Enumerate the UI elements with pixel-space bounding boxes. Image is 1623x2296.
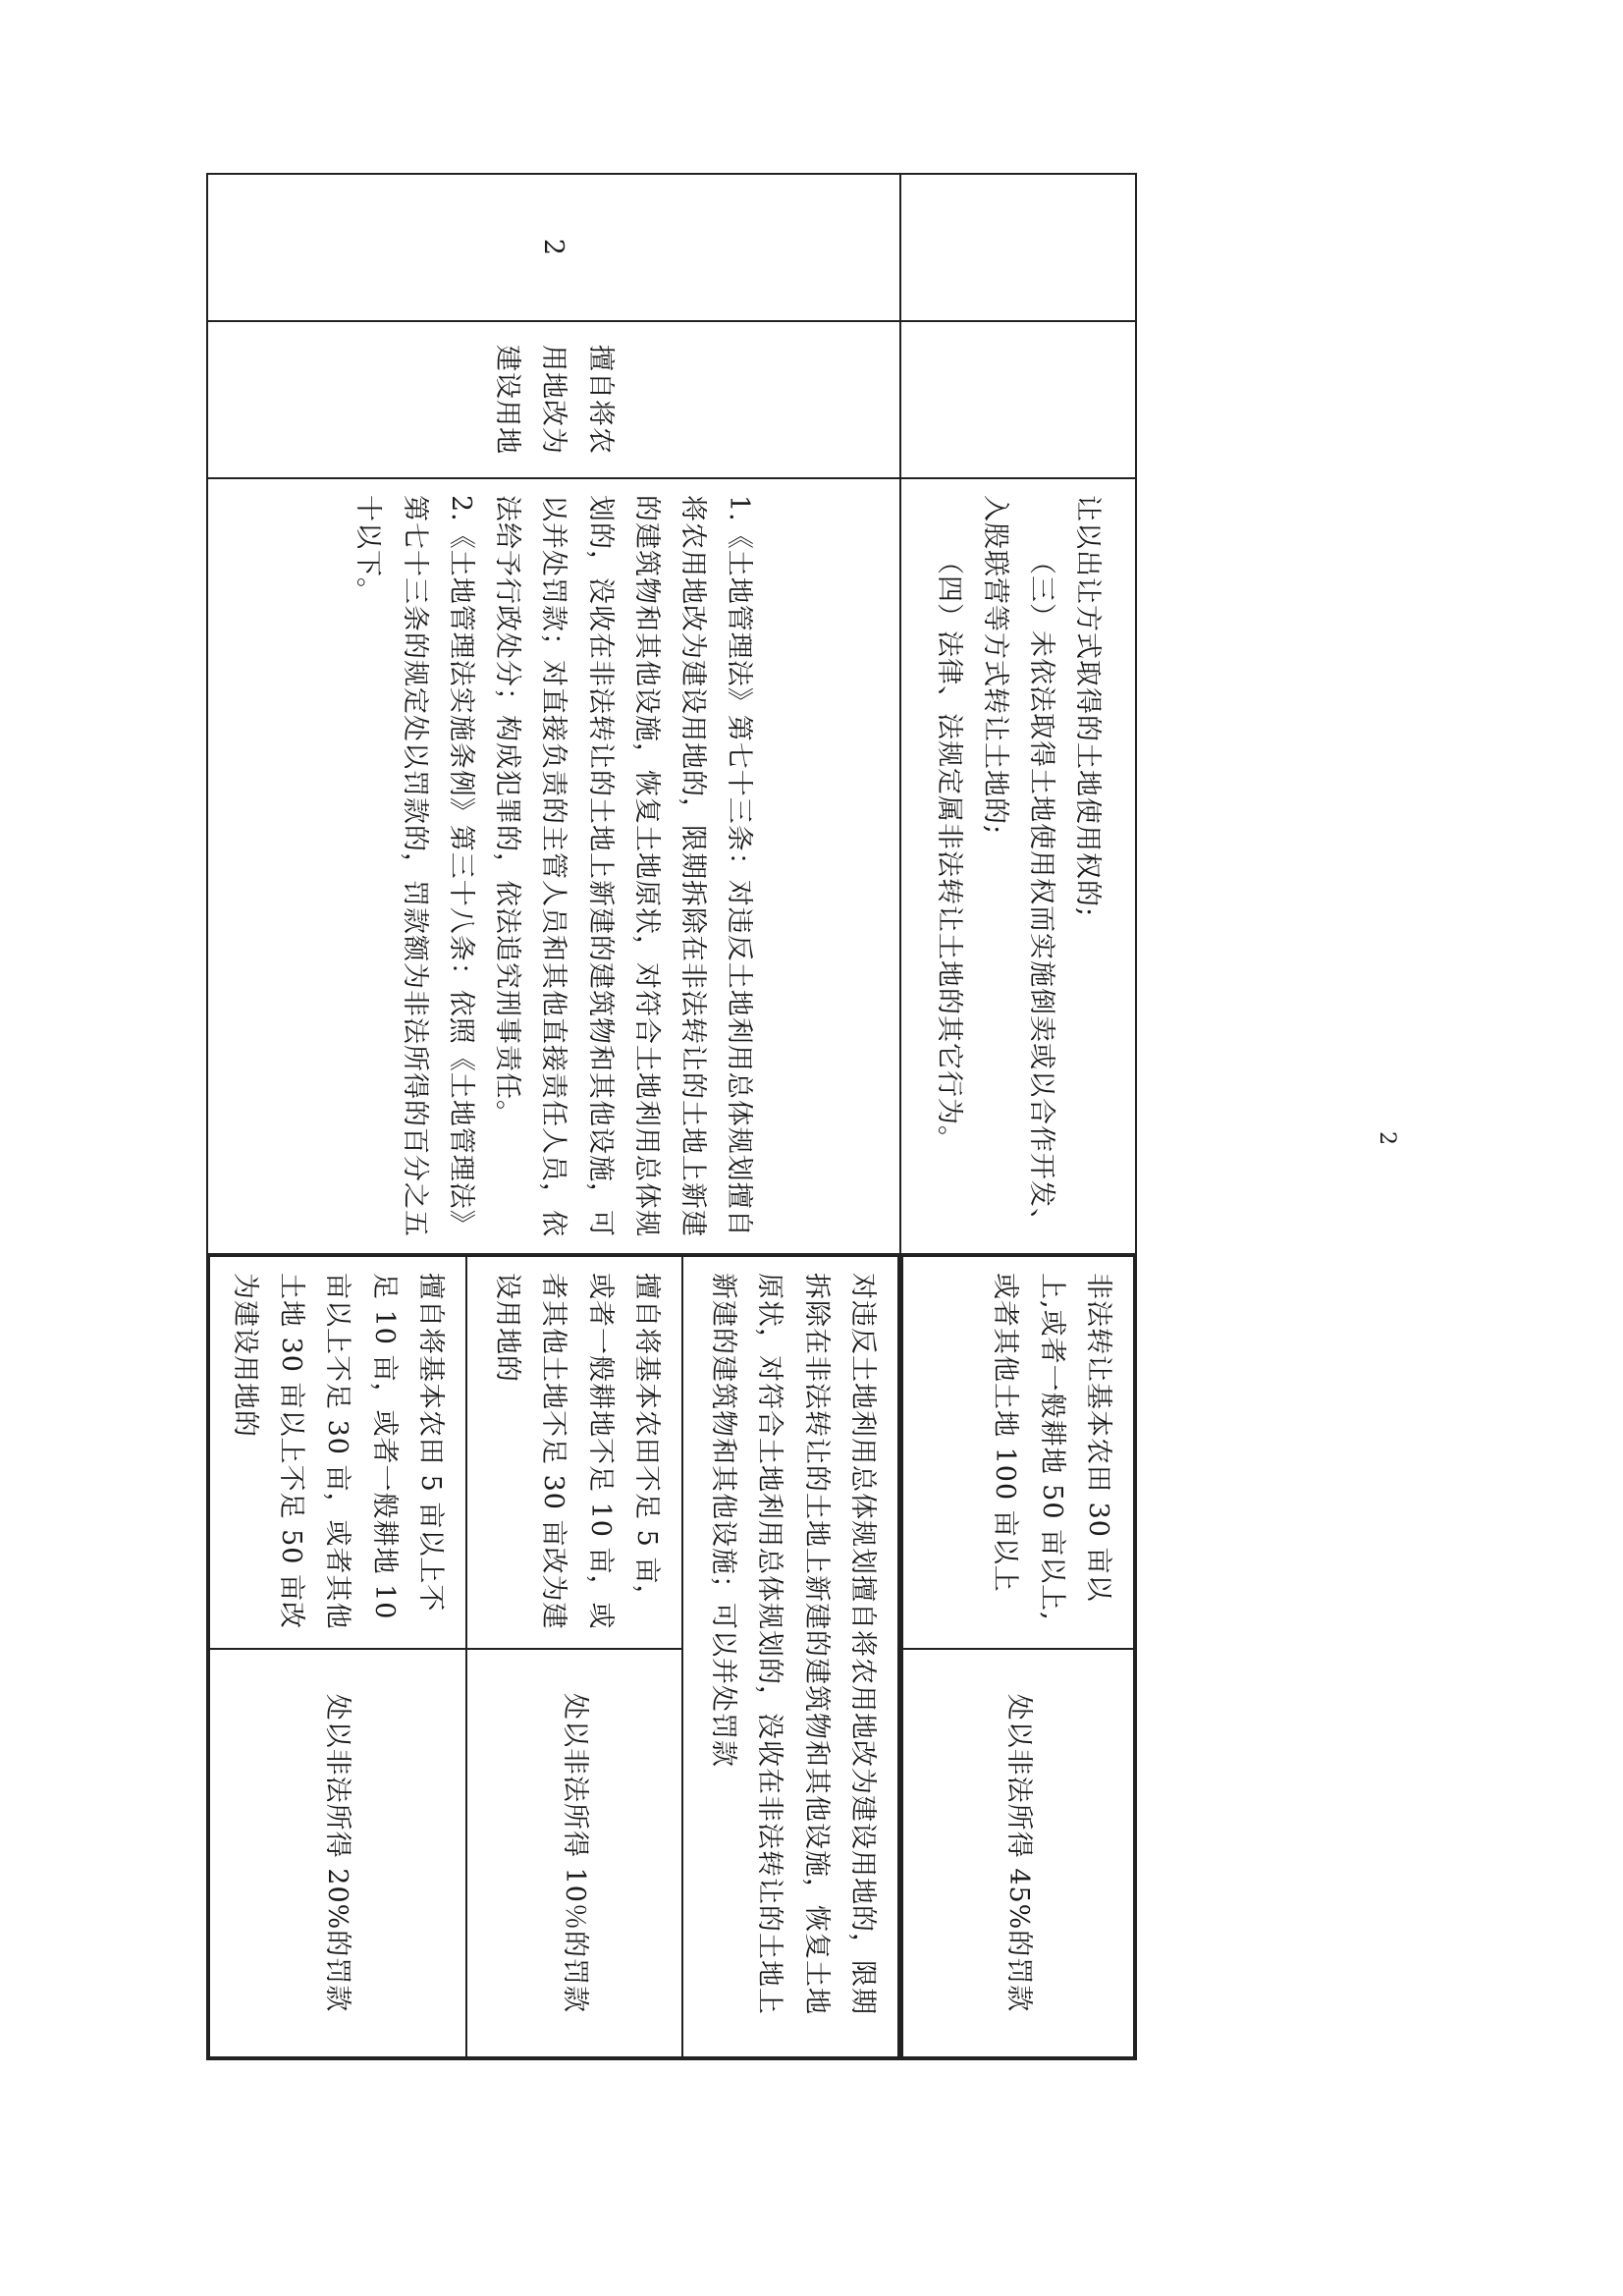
basis-line: （四）法律、法规定属非法转让土地的其它行为。 <box>933 548 964 1153</box>
discretion-subtable <box>901 1255 1135 2058</box>
table-row <box>207 174 900 2059</box>
legal-basis-cell <box>900 478 1136 1254</box>
penalty-cell: 处以非法所得 45%的罚款 <box>902 1649 1134 2057</box>
table-row <box>900 174 1136 2059</box>
row-number-cell <box>900 174 1136 321</box>
discretion-cell <box>900 1254 1136 2059</box>
penalty-cell: 处以非法所得 20%的罚款 <box>209 1649 466 2057</box>
penalty-standards-table <box>206 173 1137 2060</box>
row-number-cell: 2 <box>207 174 900 321</box>
basis-line: 2.《土地管理法实施条例》第三十八条：依照《土地管理法》第七十三条的规定处以罚款的，罚款额为非法所得的百分之五十以下。 <box>352 495 476 1237</box>
legal-basis-cell <box>207 478 900 1254</box>
discretion-subtable <box>208 1255 899 2058</box>
page-number: 2 <box>1375 1131 1399 1145</box>
scenario-cell: 擅自将基本农田不足 5 亩，或者一般耕地不足 10 亩，或者其他土地不足 30 亩改为建设用地的 <box>466 1256 682 1649</box>
scenario-cell: 非法转让基本农田 30 亩以上,或者一般耕地 50 亩以上,或者其他土地 100 亩以上 <box>902 1256 1134 1649</box>
penalty-cell: 处以非法所得 10％的罚款 <box>466 1649 682 2057</box>
violation-name-cell: 擅自将农用地改为建设用地 <box>207 321 900 478</box>
basis-line: （三）未依法取得土地使用权而实施倒卖或以合作开发、入股联营等方式转让土地的; <box>980 495 1057 1235</box>
basis-line: 让以出让方式取得的土地使用权的; <box>1072 495 1104 918</box>
scenario-cell: 擅自将基本农田 5 亩以上不足 10 亩，或者一般耕地 10 亩以上不足 30 亩，或者其他土地 30 亩以上不足 50 亩改为建设用地的 <box>209 1256 466 1649</box>
discretion-cell <box>207 1254 900 2059</box>
basis-line: 1.《土地管理法》第七十三条：对违反土地利用总体规划擅自将农用地改为建设用地的，限期拆除在非法转让的土地上新建的建筑物和其他设施，恢复土地原状，对符合土地利用总体规划的，没收在非法转让的土地上新建的建筑物和其他设施，可以并处罚款；对直接负责的主管人员和其他直接责任人员，依法给予行政处分；构成犯罪的，依法追究刑事责任。 <box>492 495 755 1237</box>
violation-name-cell <box>900 321 1136 478</box>
general-measure-cell: 对违反土地利用总体规划擅自将农用地改为建设用地的，限期拆除在非法转让的土地上新建的建筑物和其他设施，恢复土地原状，对符合土地利用总体规划的，没收在非法转让的土地上新建的建筑物和其他设施；可以并处罚款 <box>682 1256 898 2057</box>
rotated-table-page <box>230 173 1137 2058</box>
